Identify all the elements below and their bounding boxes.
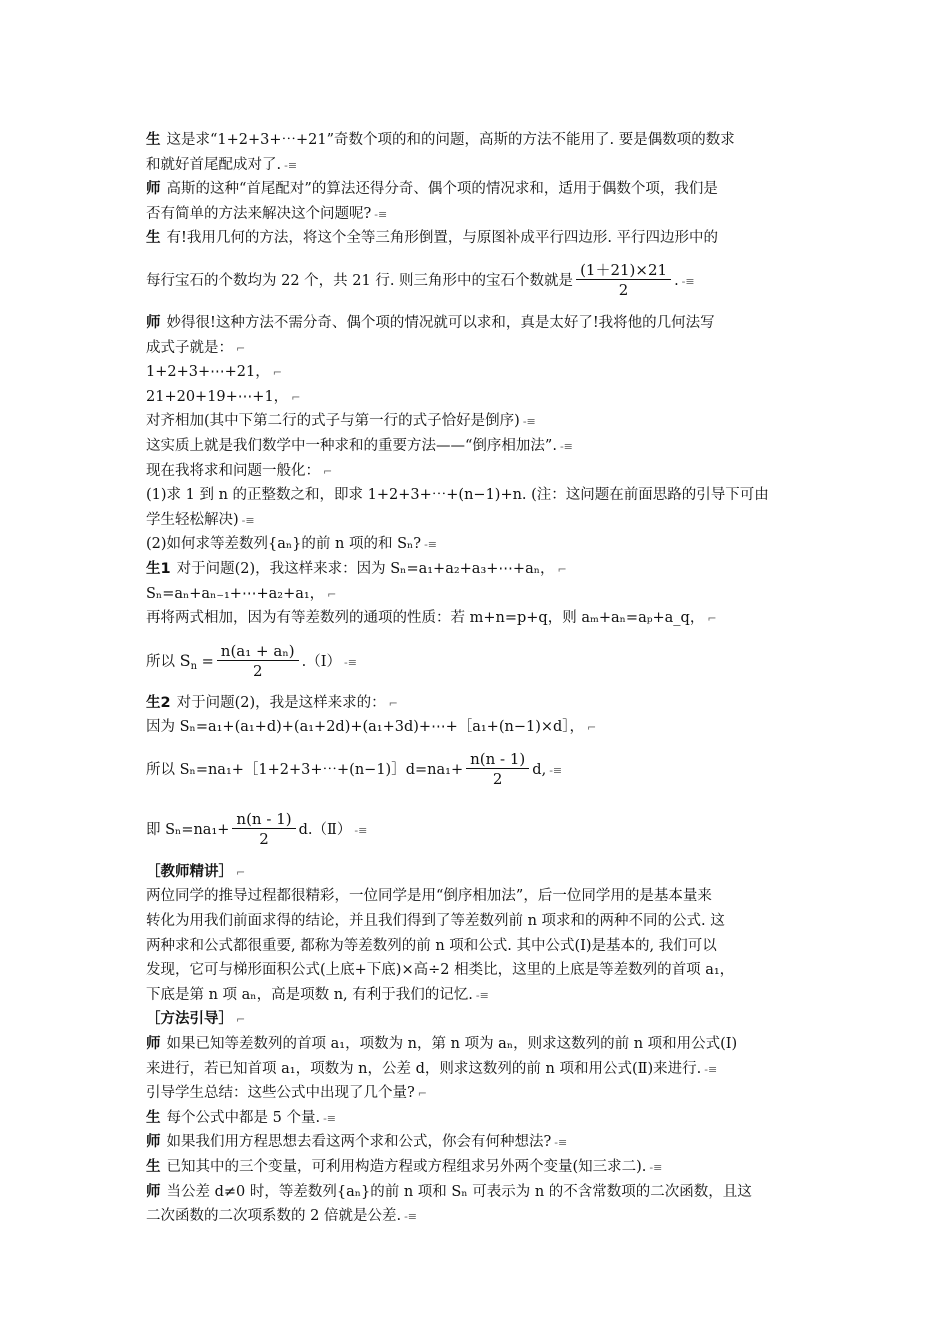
formula-line-2: 即 Sₙ=na₁+ $\frac{n(n - 1)}{2}$ d.（Ⅱ） -≡ <box>146 810 368 849</box>
dialogue-line: 师 高斯的这种“首尾配对”的算法还得分奇、偶个项的情况求和，适用于偶数个项，我们是 <box>146 181 718 198</box>
text-line: 发现，它可与梯形面积公式(上底+下底)×高÷2 相类比，这里的上底是等差数列的首项 a₁， <box>146 962 735 979</box>
line-break-mark: ⌐ <box>327 587 337 601</box>
line-break-mark: ⌐ <box>587 721 597 735</box>
dialogue-line: 师 如果已知等差数列的首项 a₁，项数为 n，第 n 项为 aₙ，则求这数列的前 n 项和用公式(Ⅰ) <box>146 1036 738 1053</box>
sum-formula-fraction: $\frac{\text{n(a₁ + aₙ)}}{2}$ <box>217 643 299 681</box>
paragraph-mark: -≡ <box>649 1161 663 1174</box>
dialogue-line: 生2 对于问题(2)，我是这样来求的： ⌐ <box>146 694 398 711</box>
line-break-mark: ⌐ <box>323 464 333 478</box>
text-line: 21+20+19+⋯+1， ⌐ <box>146 388 301 405</box>
speaker-label: 生 <box>146 1159 161 1175</box>
paragraph-mark: -≡ <box>404 1210 417 1224</box>
section-heading: ［教师精讲］ ⌐ <box>146 863 246 880</box>
paragraph-mark: -≡ <box>522 415 536 429</box>
speaker-label: 生 <box>146 132 161 148</box>
text-line: 引导学生总结：这些公式中出现了几个量? ⌐ <box>146 1085 427 1102</box>
paragraph-mark: -≡ <box>475 988 489 1002</box>
line-break-mark: ⌐ <box>388 696 398 710</box>
paragraph-mark: -≡ <box>354 823 368 837</box>
paragraph-mark: -≡ <box>681 274 695 288</box>
text-line: (2)如何求等差数列{aₙ}的前 n 项的和 Sₙ? -≡ <box>146 536 437 553</box>
paragraph-mark: -≡ <box>559 439 573 453</box>
line-break-mark: ⌐ <box>417 1087 427 1101</box>
formula-fraction: $\frac{n(n - 1)}{2}$ <box>232 811 295 849</box>
line-break-mark: ⌐ <box>291 390 301 404</box>
speaker-label: 师 <box>146 1183 161 1200</box>
paragraph-mark: -≡ <box>284 158 298 172</box>
paragraph-mark: -≡ <box>374 207 388 221</box>
line-break-mark: ⌐ <box>272 366 282 380</box>
line-break-mark: ⌐ <box>707 612 717 626</box>
dialogue-line: 生 已知其中的三个变量，可利用构造方程或方程组求另外两个变量(知三求二). -≡ <box>146 1159 663 1175</box>
section-heading: ［方法引导］ ⌐ <box>146 1011 246 1028</box>
text-line-with-fraction: 每行宝石的个数均为 22 个，共 21 行. 则三角形中的宝石个数就是 $\frac{(1+21)\times 21}{2}$ . -≡ <box>146 261 695 300</box>
text-line: 因为 Sₙ=a₁+(a₁+d)+(a₁+2d)+(a₁+3d)+⋯+［a₁+(n−1)×d］， ⌐ <box>146 719 597 736</box>
text-line: 二次函数的二次项系数的 2 倍就是公差. -≡ <box>146 1208 417 1225</box>
text-line: 两位同学的推导过程都很精彩，一位同学是用“倒序相加法”，后一位同学用的是基本量来 <box>146 888 712 905</box>
dialogue-line: 生 有!我用几何的方法，将这个全等三角形倒置，与原图补成平行四边形. 平行四边形中的 <box>146 230 719 247</box>
speaker-label: 生 <box>146 1109 161 1126</box>
dialogue-line: 师 如果我们用方程思想去看这两个求和公式，你会有何种想法? -≡ <box>146 1134 568 1151</box>
text-line: 转化为用我们前面求得的结论，并且我们得到了等差数列前 n 项求和的两种不同的公式. 这 <box>146 913 725 930</box>
document-body <box>146 128 810 1229</box>
formula-fraction: $\frac{n(n - 1)}{2}$ <box>466 751 529 789</box>
formula-line: 所以 Sₙ=na₁+［1+2+3+⋯+(n−1)］d=na₁+ $\frac{n(n - 1)}{2}$ d, -≡ <box>146 750 563 789</box>
text-line: 这实质上就是我们数学中一种求和的重要方法——“倒序相加法”. -≡ <box>146 437 573 454</box>
dialogue-line: 师 当公差 d≠0 时，等差数列{aₙ}的前 n 项和 Sₙ 可表示为 n 的不含常数项的二次函数，且这 <box>146 1183 752 1200</box>
text-line: 学生轻松解决) -≡ <box>146 511 255 528</box>
text-line: 1+2+3+⋯+21， ⌐ <box>146 364 282 381</box>
speaker-label: 师 <box>146 1134 161 1151</box>
paragraph-mark: -≡ <box>344 655 357 669</box>
paragraph-mark: -≡ <box>323 1111 336 1125</box>
speaker-label: 生2 <box>146 694 171 711</box>
speaker-label: 生 <box>146 230 161 247</box>
paragraph-mark: -≡ <box>704 1062 718 1076</box>
speaker-label: 生1 <box>146 560 171 577</box>
text-line: 下底是第 n 项 aₙ，高是项数 n, 有利于我们的记忆. -≡ <box>146 986 489 1003</box>
speaker-label: 师 <box>146 181 161 198</box>
formula-line-1: 所以 $S_n$ = $\frac{\text{n(a₁ + aₙ)}}{2}$ .（Ⅰ） -≡ <box>146 641 357 681</box>
line-break-mark: ⌐ <box>236 341 246 355</box>
text-line: (1)求 1 到 n 的正整数之和，即求 1+2+3+⋯+(n−1)+n. (注：这问题在前面思路的引导下可由 <box>146 487 769 504</box>
paragraph-mark: -≡ <box>241 513 255 527</box>
dialogue-line: 师 妙得很!这种方法不需分奇、偶个项的情况就可以求和，真是太好了!我将他的几何法写 <box>146 314 715 331</box>
text-line: 否有简单的方法来解决这个问题呢? -≡ <box>146 205 388 222</box>
line-break-mark: ⌐ <box>236 865 246 879</box>
line-break-mark: ⌐ <box>557 562 567 576</box>
text-line: 两种求和公式都很重要, 都称为等差数列的前 n 项和公式. 其中公式(Ⅰ)是基本的, 我们可以 <box>146 937 717 954</box>
dialogue-line: 生 这是求“1+2+3+⋯+21”奇数个项的和的问题，高斯的方法不能用了. 要是偶数项的数求 <box>146 132 735 148</box>
text-line: Sₙ=aₙ+aₙ₋₁+⋯+a₂+a₁， ⌐ <box>146 585 337 602</box>
text-line: 成式子就是： ⌐ <box>146 339 246 356</box>
dialogue-line: 生 每个公式中都是 5 个量. -≡ <box>146 1109 336 1126</box>
gem-count-fraction: $\frac{(1+21)\times 21}{2}$ <box>576 262 671 300</box>
paragraph-mark: -≡ <box>549 763 563 777</box>
text-line: 再将两式相加，因为有等差数列的通项的性质：若 m+n=p+q，则 aₘ+aₙ=aₚ+a_q， ⌐ <box>146 610 717 627</box>
text-line: 和就好首尾配成对了. -≡ <box>146 156 298 173</box>
text-line: 来进行，若已知首项 a₁，项数为 n，公差 d，则求这数列的前 n 项和用公式(Ⅱ)来进行. -≡ <box>146 1060 718 1077</box>
dialogue-line: 生1 对于问题(2)，我这样来求：因为 Sₙ=a₁+a₂+a₃+⋯+aₙ， ⌐ <box>146 560 567 577</box>
speaker-label: 师 <box>146 314 161 331</box>
text-line: 现在我将求和问题一般化： ⌐ <box>146 462 333 479</box>
text-line: 对齐相加(其中下第二行的式子与第一行的式子恰好是倒序) -≡ <box>146 413 536 430</box>
line-break-mark: ⌐ <box>236 1013 246 1027</box>
speaker-label: 师 <box>146 1036 161 1053</box>
paragraph-mark: -≡ <box>424 538 437 552</box>
paragraph-mark: -≡ <box>554 1136 568 1150</box>
